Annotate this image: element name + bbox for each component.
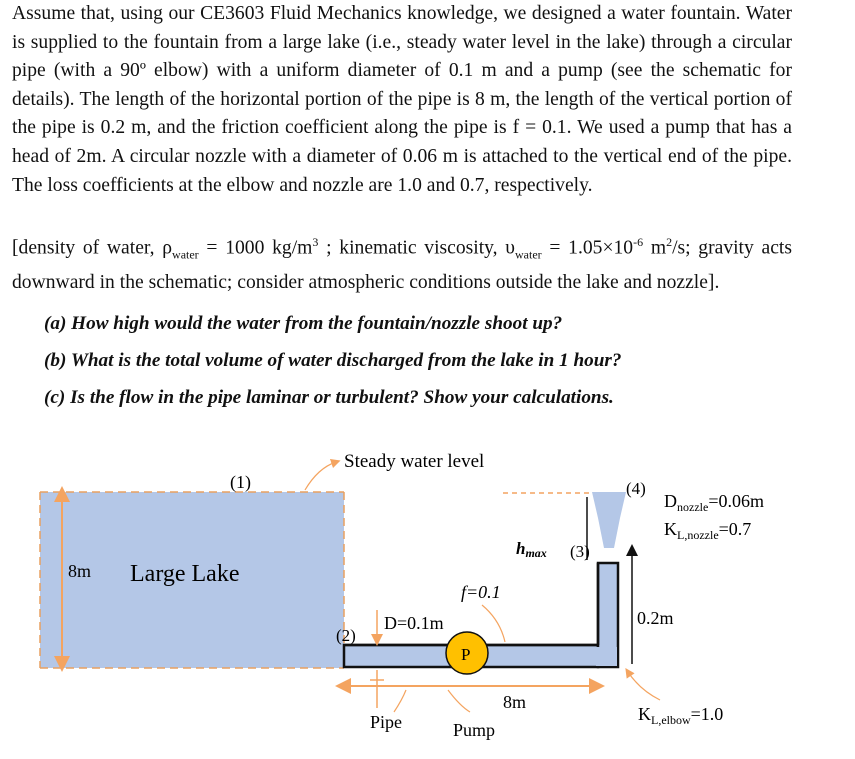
point-2: (2) [336, 626, 356, 645]
lake-label: Large Lake [130, 561, 240, 587]
density-value: = 1000 kg/m [198, 237, 313, 259]
pump-leader [448, 690, 470, 712]
viscosity-label: ; kinematic viscosity, υ [318, 237, 515, 259]
friction-leader [482, 605, 505, 642]
pump-label: Pump [453, 720, 496, 740]
density-exp: 3 [312, 235, 319, 249]
viscosity-unit-exp: 2 [666, 235, 673, 249]
constants-tail: /s; gravity acts downward in the schematic; consider atmospheric conditions outside the lake and nozzle]. [12, 237, 792, 294]
friction-label: f=0.1 [461, 582, 501, 602]
elbow-fill [596, 647, 617, 666]
point-4: (4) [626, 479, 646, 498]
density-sub: water [172, 247, 199, 262]
viscosity-value: = 1.05×10 [541, 237, 634, 259]
point-3: (3) [570, 542, 590, 561]
vertical-length-label: 0.2m [637, 608, 674, 628]
horizontal-length-label: 8m [503, 692, 527, 712]
question-a: (a) How high would the water from the fountain/nozzle shoot up? [44, 313, 563, 334]
viscosity-exp: -6 [633, 235, 644, 249]
nozzle-loss-label: $K_{L,nozzle}=0.7$ [664, 519, 752, 542]
pipe-label: Pipe [370, 712, 403, 732]
viscosity-sub: water [515, 247, 542, 262]
nozzle-diameter-label: $D_{nozzle}=0.06m$ [664, 491, 764, 514]
pipe-leader [394, 690, 406, 712]
pump-symbol-label: P [461, 645, 471, 664]
question-c: (c) Is the flow in the pipe laminar or turbulent? Show your calculations. [44, 387, 614, 408]
hmax-label: hmax [516, 539, 547, 560]
steady-level-label: Steady water level [344, 451, 485, 472]
diameter-label: D=0.1m [384, 613, 444, 633]
point-1: (1) [230, 472, 251, 492]
steady-level-leader [305, 462, 336, 490]
density-label: [density of water, ρ [12, 237, 173, 259]
depth-label: 8m [68, 561, 92, 581]
elbow-loss-label: $K_{L,elbow}=1.0$ [638, 704, 724, 727]
nozzle-spray [592, 492, 626, 548]
elbow-leader [628, 672, 660, 700]
question-b: (b) What is the total volume of water discharged from the lake in 1 hour? [44, 350, 622, 371]
problem-paragraph-1: Assume that, using our CE3603 Fluid Mechanics knowledge, we designed a water fountain. Water is supplied to the fountain from a large lake (i.e., steady water level in the lake) through a circular pipe (with a 90º elbow) with a uniform diameter of 0.1 m and a pump (see the schematic for details). The length of the horizontal portion of the pipe is 8 m, the length of the vertical portion of the pipe is 0.2 m, and the friction coefficient along the pipe is f = 0.1. We used a pump that has a head of 2m. A circular nozzle with a diameter of 0.06 m is attached to the vertical end of the pipe. The loss coefficients at the elbow and nozzle are 1.0 and 0.7, respectively. [12, 3, 792, 196]
viscosity-unit: m [643, 237, 667, 259]
